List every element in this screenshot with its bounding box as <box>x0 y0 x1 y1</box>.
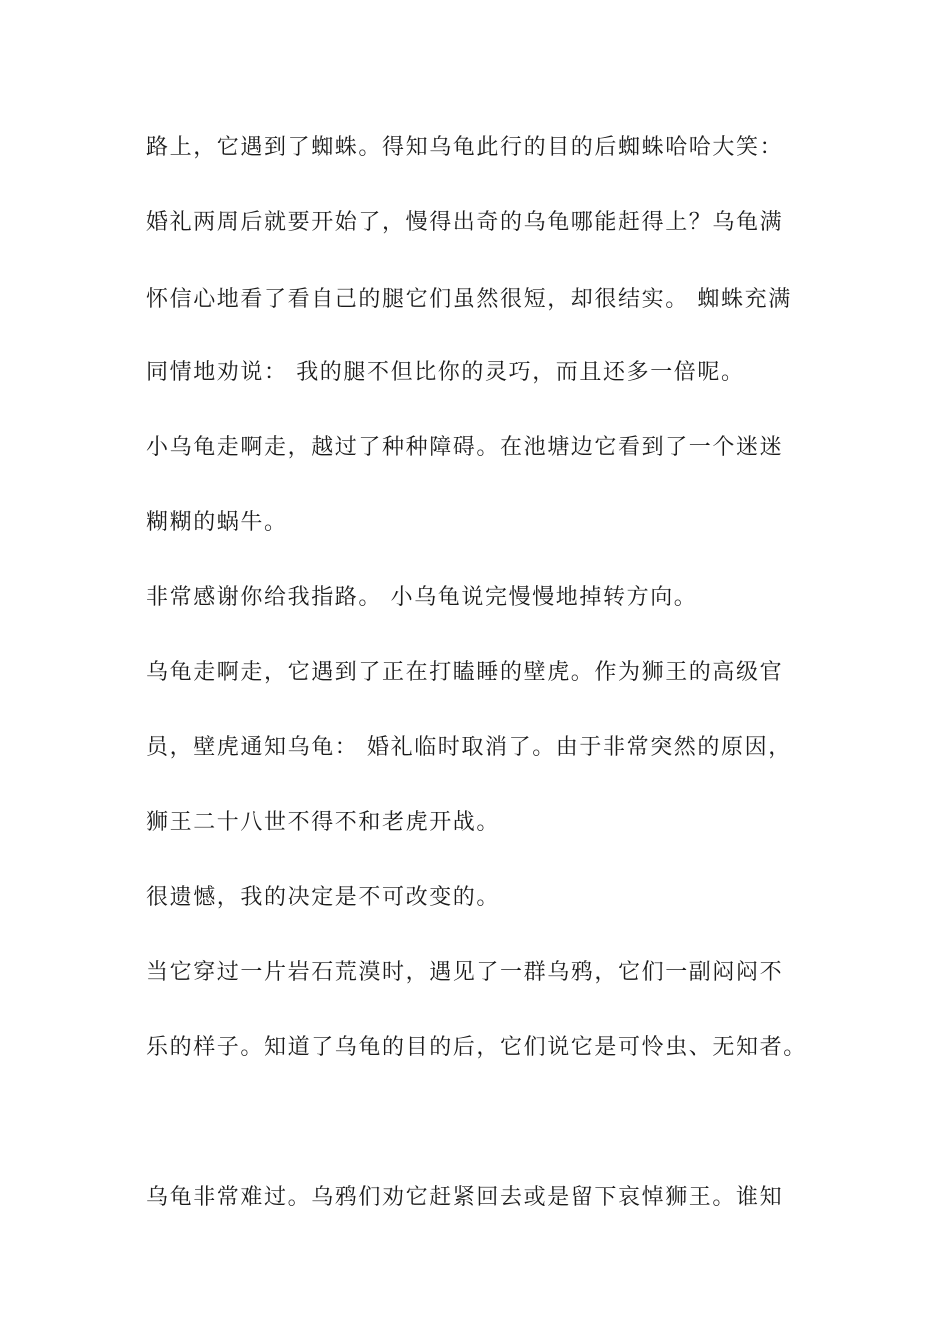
text-line: 婚礼两周后就要开始了，慢得出奇的乌龟哪能赶得上？乌龟满 <box>146 210 784 235</box>
text-line: 当它穿过一片岩石荒漠时，遇见了一群乌鸦，它们一副闷闷不 <box>146 960 784 985</box>
text-line: 狮王二十八世不得不和老虎开战。 <box>146 810 501 835</box>
text-line: 员，壁虎通知乌龟： 婚礼临时取消了。由于非常突然的原因， <box>146 735 792 760</box>
text-line: 小乌龟走啊走，越过了种种障碍。在池塘边它看到了一个迷迷 <box>146 435 784 460</box>
text-line: 乐的样子。知道了乌龟的目的后，它们说它是可怜虫、无知者。 <box>146 1035 807 1060</box>
text-line: 同情地劝说： 我的腿不但比你的灵巧，而且还多一倍呢。 <box>146 360 745 385</box>
text-line: 怀信心地看了看自己的腿它们虽然很短，却很结实。 蜘蛛充满 <box>146 287 792 312</box>
text-line: 乌龟非常难过。乌鸦们劝它赶紧回去或是留下哀悼狮王。谁知 <box>146 1185 784 1210</box>
text-line: 乌龟走啊走，它遇到了正在打瞌睡的壁虎。作为狮王的高级官 <box>146 660 784 685</box>
text-line: 路上，它遇到了蜘蛛。得知乌龟此行的目的后蜘蛛哈哈大笑： <box>146 135 784 160</box>
text-line: 非常感谢你给我指路。 小乌龟说完慢慢地掉转方向。 <box>146 585 698 610</box>
text-line: 糊糊的蜗牛。 <box>146 510 288 535</box>
text-line: 很遗憾，我的决定是不可改变的。 <box>146 885 501 910</box>
